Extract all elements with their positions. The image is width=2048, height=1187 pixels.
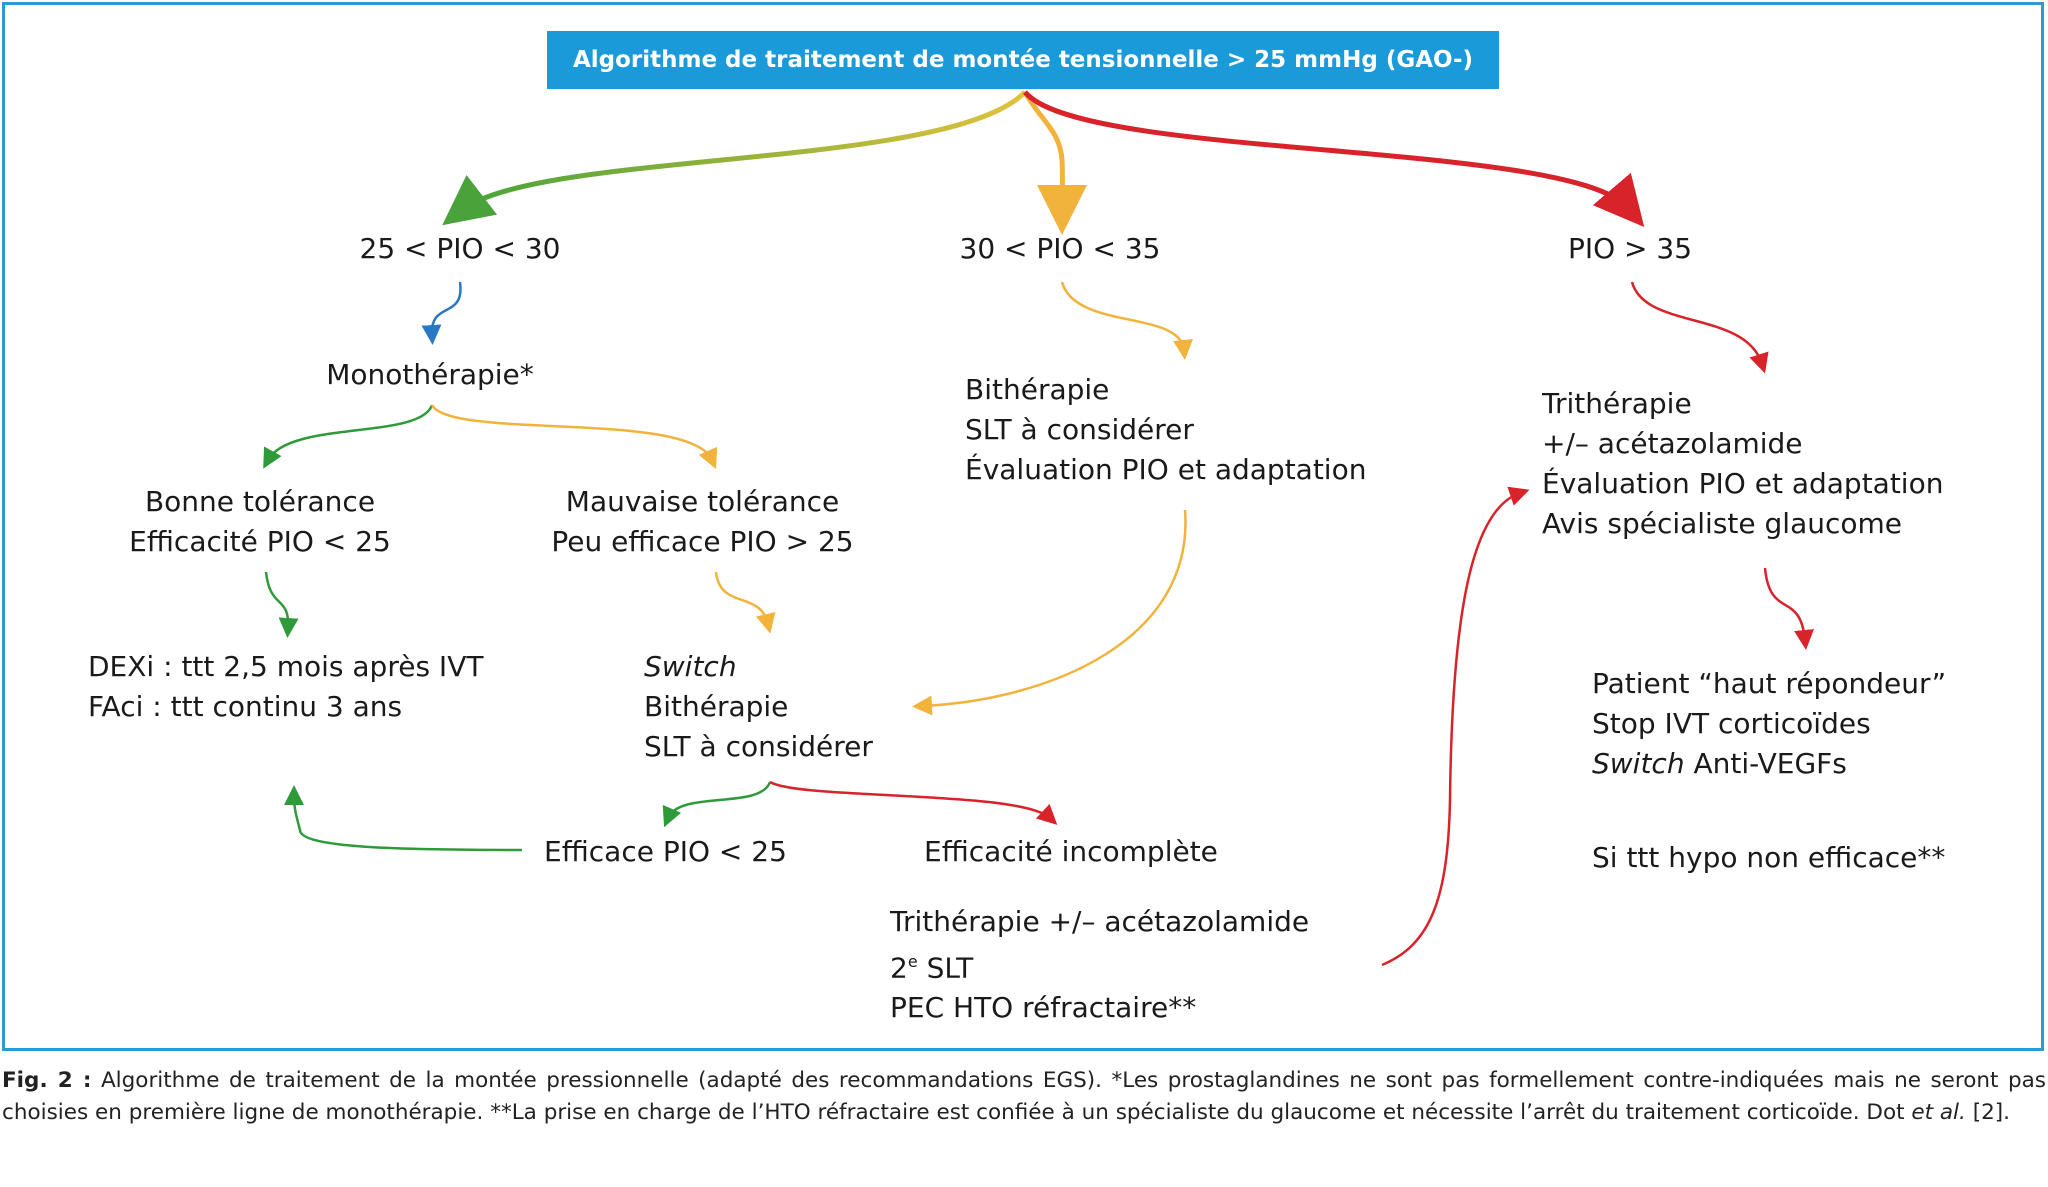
- mauvaise-line2: Peu efficace PIO > 25: [551, 525, 854, 558]
- tritherapie-line1: Trithérapie: [1542, 387, 1692, 420]
- mauvaise-line1: Mauvaise tolérance: [565, 485, 840, 518]
- arrow-switch-to-incomplete: [770, 782, 1050, 818]
- title-banner: [547, 31, 1499, 89]
- bitherapie-line3: Évaluation PIO et adaptation: [965, 453, 1367, 486]
- monotherapie-label: Monothérapie*: [326, 358, 534, 391]
- arrow-title-to-low: [462, 92, 1025, 210]
- caption-text: Algorithme de traitement de la montée pressionnelle (adapté des recommandations EGS). *Les prostaglandines ne sont pas formellement contre-indiquées mais ne seront pas choisies en première ligne de monothérapie. **La prise en charge de l’HTO réfractaire est confiée à un spécialiste du glaucome et nécessite l’arrêt du traitement corticoïde. Dot: [2, 1068, 2046, 1125]
- mauvaise-tolerance-node: [540, 482, 865, 562]
- branch-mid-label: 30 < PIO < 35: [959, 232, 1161, 265]
- tritherapie-bottom-node: [890, 902, 1309, 1028]
- figure-caption: [2, 1065, 2046, 1129]
- arrow-mono-to-mauvaise: [432, 405, 712, 460]
- si-ttt-label: Si ttt hypo non efficace**: [1592, 841, 1946, 874]
- branch-low-label: 25 < PIO < 30: [359, 232, 561, 265]
- tritherapie-bottom-line2: [890, 942, 1309, 988]
- bitherapie-node: [965, 370, 1366, 490]
- branch-low: [340, 229, 580, 269]
- monotherapie-node: [300, 355, 560, 395]
- arrow-efficace-to-dexi: [294, 795, 522, 850]
- arrow-title-to-high: [1025, 92, 1628, 208]
- arrow-mono-to-bonne: [268, 405, 432, 460]
- arrow-bitherapie-to-switch: [922, 510, 1185, 706]
- arrow-mauvaise-to-switch: [716, 572, 768, 624]
- caption-label: Fig. 2 :: [2, 1068, 92, 1093]
- branch-mid: [940, 229, 1180, 269]
- arrow-switch-to-efficace: [668, 782, 770, 818]
- switch-line1: Switch: [644, 650, 737, 683]
- patient-antivegf: Anti-VEGFs: [1684, 747, 1847, 780]
- switch-node: [644, 647, 873, 767]
- bonne-tolerance-node: [100, 482, 420, 562]
- slt-number: 2: [890, 951, 908, 985]
- dexi-line2: FAci : ttt continu 3 ans: [88, 690, 403, 723]
- slt-ordinal: e: [907, 952, 918, 971]
- caption-etal: et al.: [1911, 1100, 1966, 1125]
- tritherapie-bottom-line3: PEC HTO réfractaire**: [890, 991, 1197, 1025]
- caption-ref: [2].: [1965, 1100, 2010, 1125]
- bitherapie-line1: Bithérapie: [965, 373, 1110, 406]
- incomplete-label: Efficacité incomplète: [924, 835, 1218, 868]
- title-text: Algorithme de traitement de montée tensionnelle > 25 mmHg (GAO-): [572, 47, 1474, 73]
- dexi-node: [88, 647, 483, 727]
- patient-switch: Switch: [1592, 747, 1685, 780]
- tritherapie-line2: +/– acétazolamide: [1542, 427, 1803, 460]
- patient-node: [1592, 664, 1946, 784]
- bonne-line1: Bonne tolérance: [144, 485, 376, 518]
- tritherapie-line3: Évaluation PIO et adaptation: [1542, 467, 1944, 500]
- arrow-bonne-to-dexi: [266, 572, 288, 628]
- tritherapie-line4: Avis spécialiste glaucome: [1542, 507, 1903, 540]
- patient-line1: Patient “haut répondeur”: [1592, 667, 1947, 700]
- efficace-label: Efficace PIO < 25: [544, 835, 787, 868]
- patient-line3: [1592, 744, 1946, 784]
- arrow-tritherapie-to-patient: [1765, 568, 1805, 640]
- bitherapie-line2: SLT à considérer: [965, 413, 1194, 446]
- switch-line2: Bithérapie: [644, 690, 789, 723]
- patient-line2: Stop IVT corticoïdes: [1592, 707, 1871, 740]
- arrow-mid-to-bitherapie: [1062, 282, 1184, 350]
- si-ttt-node: [1592, 838, 1945, 878]
- incomplete-node: [924, 832, 1218, 872]
- branch-high: [1530, 229, 1730, 269]
- dexi-line1: DEXi : ttt 2,5 mois après IVT: [88, 650, 484, 683]
- tritherapie-node: [1542, 384, 1943, 544]
- branch-high-label: PIO > 35: [1567, 232, 1693, 265]
- slt-label: SLT: [917, 951, 974, 985]
- arrow-refractaire-to-tritherapie: [1382, 493, 1520, 965]
- switch-line3: SLT à considérer: [644, 730, 873, 763]
- tritherapie-bottom-line1: Trithérapie +/– acétazolamide: [890, 905, 1310, 938]
- bonne-line2: Efficacité PIO < 25: [129, 525, 391, 558]
- efficace-node: [544, 832, 787, 872]
- arrow-low-to-mono: [432, 282, 461, 335]
- arrow-high-to-tritherapie: [1632, 282, 1762, 364]
